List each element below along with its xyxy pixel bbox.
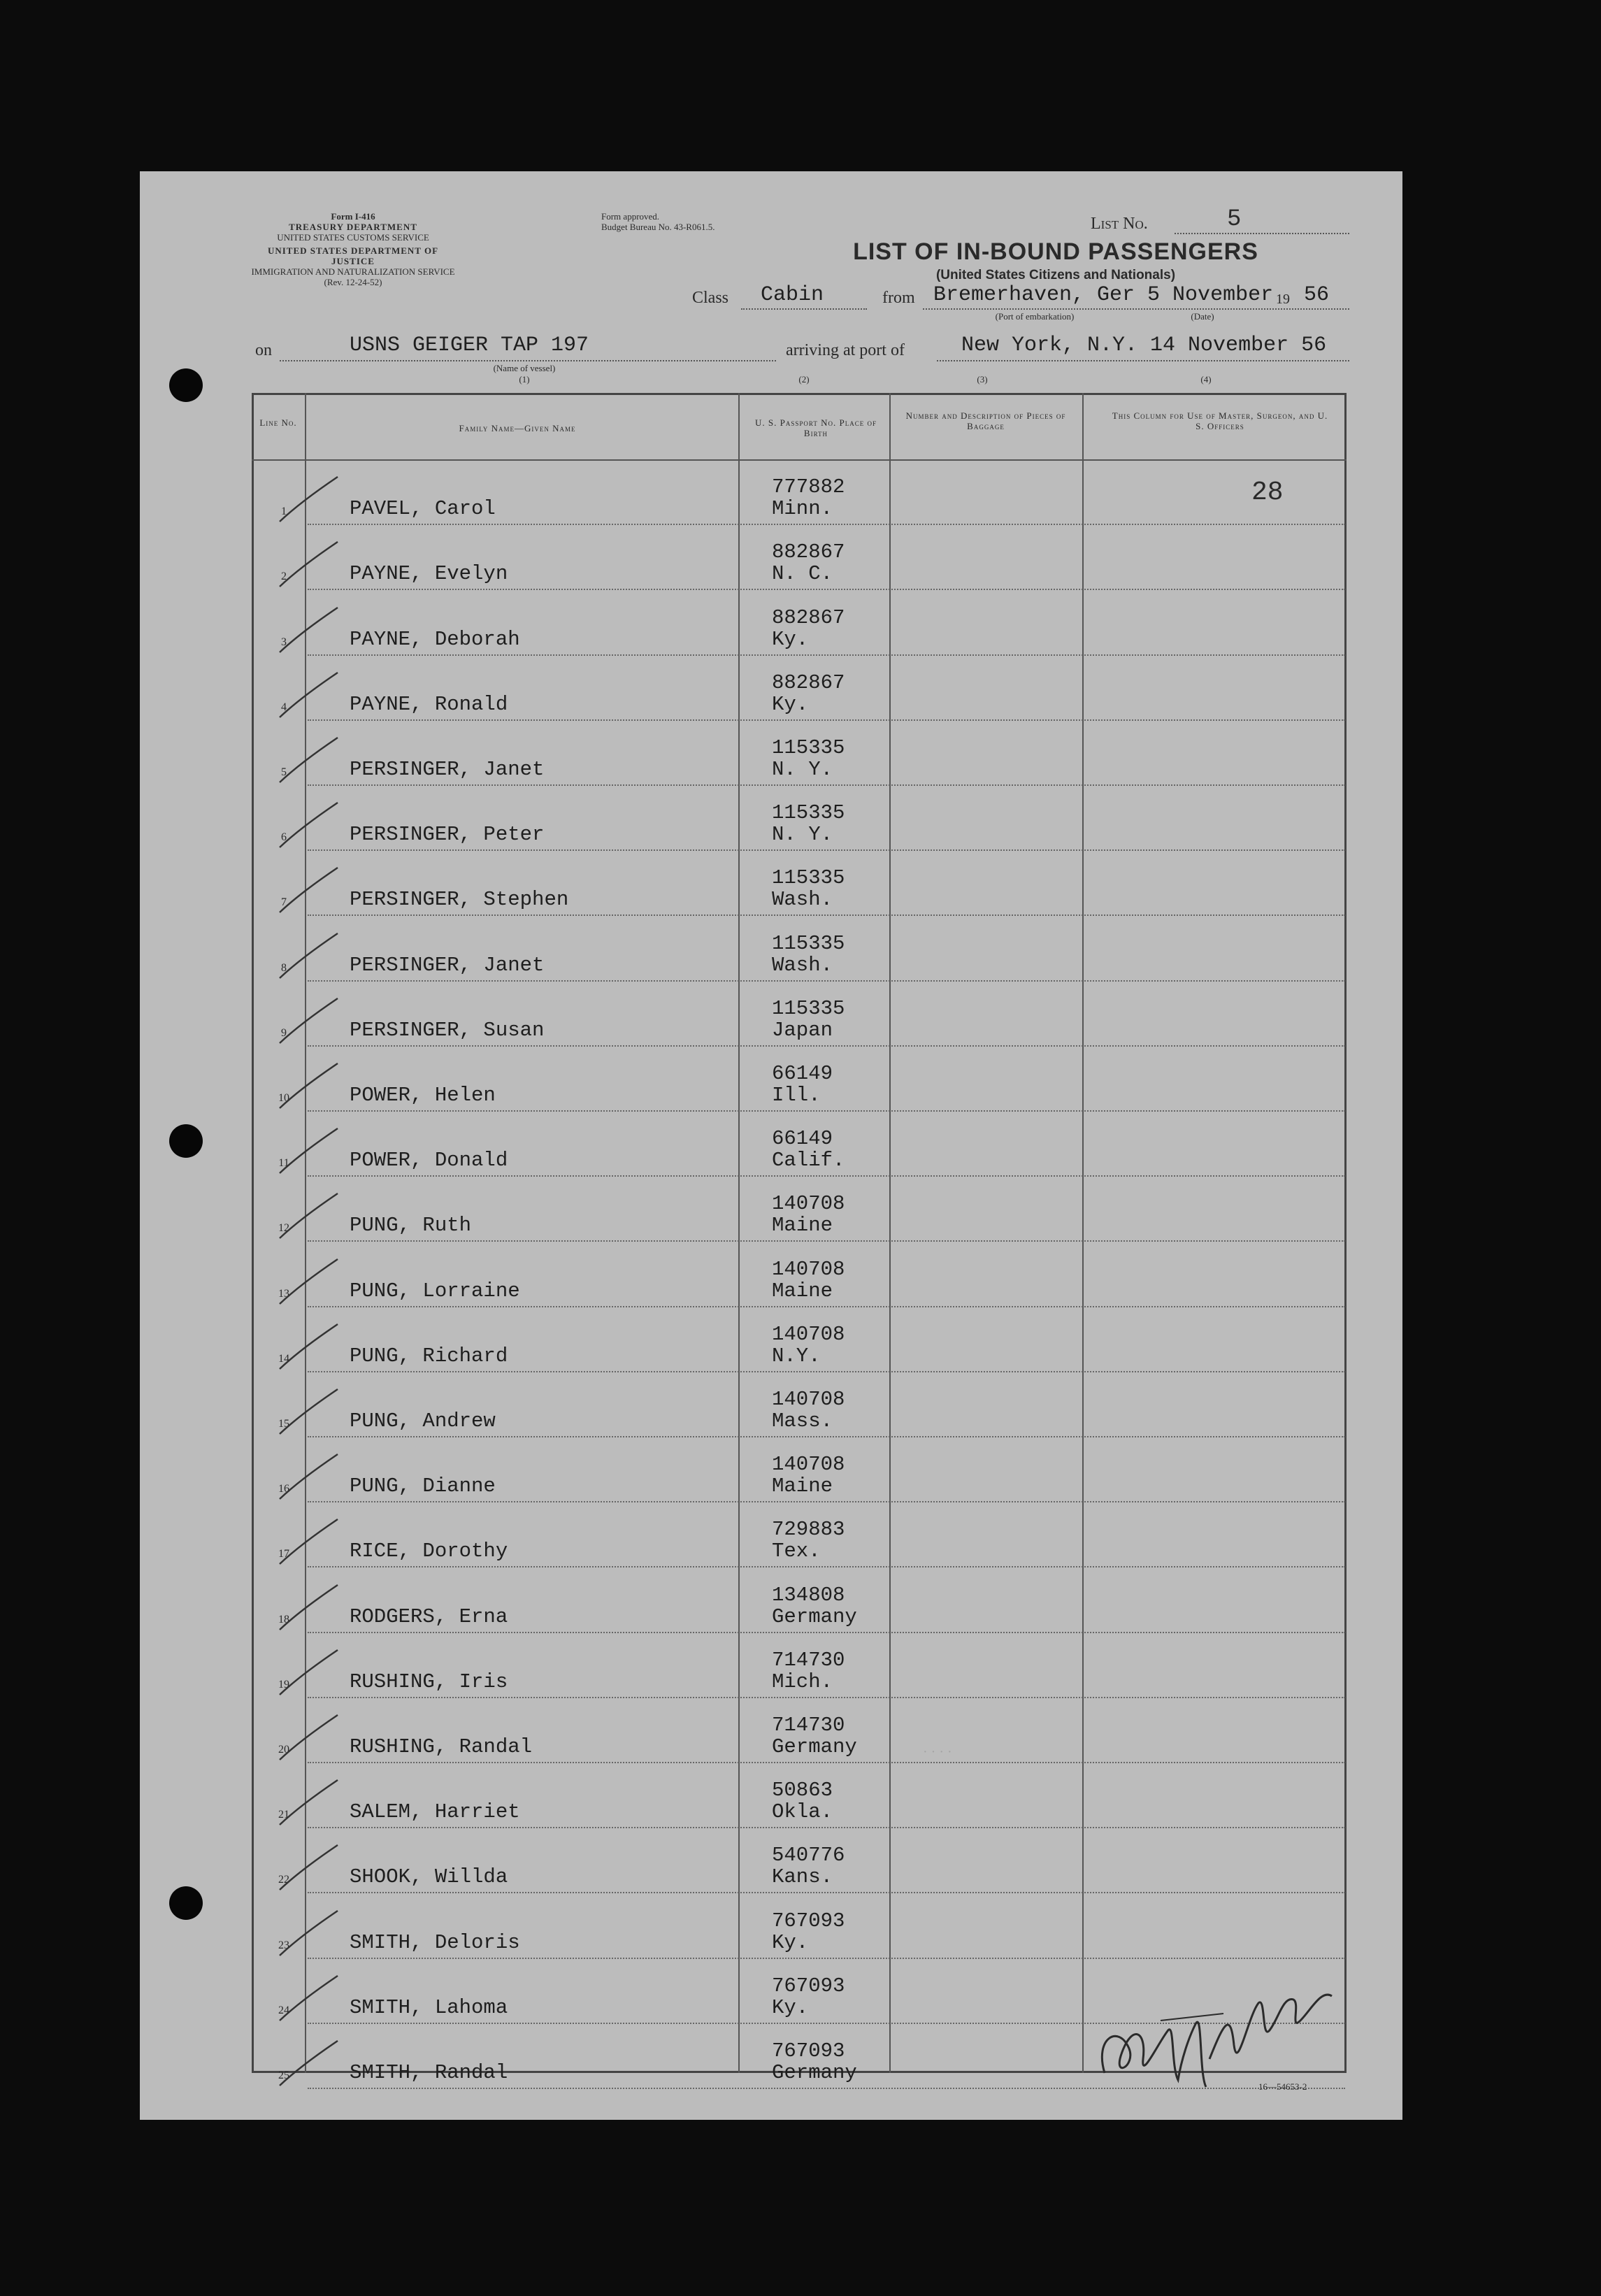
row-rule (308, 1371, 1345, 1372)
passport-number: 882867 (772, 670, 845, 694)
row-line-number: 5 (281, 766, 287, 778)
check-mark-icon (278, 1644, 341, 1700)
passport-number: 140708 (772, 1192, 845, 1216)
passport-number: 66149 (772, 1062, 833, 1085)
on-label: on (255, 341, 272, 359)
passport-number: 540776 (772, 1844, 845, 1867)
birthplace: Germany (772, 2061, 857, 2084)
check-mark-icon (278, 1709, 341, 1765)
col-line-no: Line No. (259, 417, 297, 428)
officers-count: 28 (1251, 478, 1284, 508)
birthplace: Wash. (772, 888, 833, 912)
col-name: Family Name—Given Name (459, 423, 576, 433)
passport-cell (772, 933, 845, 976)
row-line-number: 19 (278, 1678, 289, 1691)
passport-number: 66149 (772, 1127, 833, 1151)
birthplace: Mich. (772, 1670, 833, 1693)
caption-4: (4) (1200, 374, 1212, 385)
birthplace: N. C. (772, 562, 833, 586)
row-line-number: 7 (281, 896, 287, 909)
col-passport: U. S. Passport No. Place of Birth (755, 417, 877, 438)
row-line-number: 8 (281, 961, 287, 974)
check-mark-icon (278, 2035, 341, 2091)
check-mark-icon (278, 1449, 341, 1505)
passenger-name: PAYNE, Evelyn (350, 562, 508, 586)
form-approved: Form approved. (601, 211, 660, 222)
check-mark-icon (278, 1384, 341, 1440)
row-rule (308, 589, 1345, 590)
birthplace: Tex. (772, 1540, 821, 1563)
passport-cell (772, 1063, 833, 1106)
row-line-number: 23 (278, 1939, 289, 1951)
row-rule (308, 1632, 1345, 1633)
col-baggage: Number and Description of Pieces of Baggage (905, 410, 1066, 431)
check-mark-icon (278, 1319, 341, 1375)
row-rule (308, 1175, 1345, 1177)
caption-3: (3) (977, 374, 988, 385)
passport-number: 882867 (772, 605, 845, 629)
punch-hole (169, 368, 203, 402)
passport-cell (772, 1649, 845, 1693)
from-label: from (882, 289, 915, 307)
passenger-name: PERSINGER, Janet (350, 953, 545, 977)
form-number: Form I-416 (331, 211, 375, 222)
row-line-number: 1 (281, 505, 287, 518)
birthplace: Mass. (772, 1409, 833, 1433)
row-line-number: 24 (278, 2004, 289, 2016)
passport-cell (772, 1779, 833, 1823)
class-label: Class (692, 289, 729, 307)
row-line-number: 17 (278, 1548, 289, 1560)
birthplace: Ky. (772, 692, 809, 716)
check-mark-icon (278, 1905, 341, 1961)
col-divider (889, 393, 891, 2073)
passport-cell (772, 1454, 845, 1497)
col-officers: This Column for Use of Master, Surgeon, and U. S. Officers (1112, 410, 1328, 431)
passenger-name: SMITH, Randal (350, 2061, 508, 2084)
row-line-number: 18 (278, 1613, 289, 1626)
passenger-name: RICE, Dorothy (350, 1540, 508, 1563)
passport-number: 767093 (772, 1974, 845, 1997)
list-no-value: 5 (1227, 206, 1242, 233)
check-mark-icon (278, 993, 341, 1049)
check-mark-icon (278, 1579, 341, 1635)
row-rule (308, 784, 1345, 786)
passenger-name: PUNG, Dianne (350, 1475, 496, 1498)
check-mark-icon (278, 1774, 341, 1830)
passenger-name: PAYNE, Ronald (350, 692, 508, 716)
row-line-number: 21 (278, 1809, 289, 1821)
row-line-number: 12 (278, 1222, 289, 1235)
passenger-name: PAVEL, Carol (350, 497, 496, 521)
arrival-line (937, 360, 1349, 361)
birthplace: Maine (772, 1279, 833, 1303)
passport-cell (772, 737, 845, 780)
year-value: 56 (1304, 283, 1330, 307)
passport-cell (772, 802, 845, 845)
passenger-name: RODGERS, Erna (350, 1605, 508, 1628)
check-mark-icon (278, 797, 341, 853)
justice-department: UNITED STATES DEPARTMENT OF JUSTICE (267, 245, 439, 266)
check-mark-icon (278, 471, 341, 527)
check-mark-icon (278, 928, 341, 984)
row-line-number: 15 (278, 1418, 289, 1430)
birthplace: Ill. (772, 1084, 821, 1107)
passport-cell (772, 1258, 845, 1302)
passport-number: 140708 (772, 1322, 845, 1346)
birthplace: Germany (772, 1735, 857, 1758)
check-mark-icon (278, 1839, 341, 1895)
page-title: LIST OF IN-BOUND PASSENGERS (853, 238, 1258, 265)
form-revision: (Rev. 12-24-52) (324, 277, 382, 287)
passenger-name: SHOOK, Willda (350, 1865, 508, 1889)
vessel-name: USNS GEIGER TAP 197 (350, 333, 589, 357)
passenger-name: PAYNE, Deborah (350, 627, 520, 651)
col-divider (1082, 393, 1084, 2073)
birthplace: Maine (772, 1475, 833, 1498)
passport-number: 50863 (772, 1779, 833, 1802)
row-line-number: 16 (278, 1483, 289, 1495)
row-line-number: 11 (278, 1157, 289, 1170)
row-line-number: 25 (278, 2069, 289, 2081)
passport-cell (772, 1128, 845, 1171)
date-caption: (Date) (1191, 311, 1214, 322)
passport-number: 729883 (772, 1518, 845, 1542)
passenger-name: POWER, Helen (350, 1084, 496, 1107)
check-mark-icon (278, 1254, 341, 1310)
passport-cell (772, 1910, 845, 1953)
row-line-number: 3 (281, 636, 287, 648)
passenger-name: RUSHING, Iris (350, 1670, 508, 1693)
form-code: 16—54653-2 (1258, 2081, 1307, 2092)
class-line (741, 308, 867, 310)
passport-cell (772, 1323, 845, 1367)
birthplace: Ky. (772, 627, 809, 651)
passport-number: 115335 (772, 931, 845, 955)
check-mark-icon (278, 1123, 341, 1179)
passenger-name: PERSINGER, Janet (350, 758, 545, 781)
passport-cell (772, 1975, 845, 2018)
passport-cell (772, 1389, 845, 1432)
passport-number: 140708 (772, 1453, 845, 1477)
arriving-label: arriving at port of (786, 341, 905, 359)
bleed-through-text: · · · · (923, 1744, 952, 1760)
passenger-name: PUNG, Lorraine (350, 1279, 520, 1303)
vessel-caption-num: (1) (519, 374, 530, 385)
passenger-name: PERSINGER, Stephen (350, 888, 569, 912)
birthplace: N. Y. (772, 758, 833, 781)
page-subtitle: (United States Citizens and Nationals) (935, 268, 1176, 282)
passport-cell (772, 541, 845, 584)
check-mark-icon (278, 667, 341, 723)
row-rule (308, 1827, 1345, 1828)
row-line-number: 4 (281, 701, 287, 713)
birthplace: Kans. (772, 1865, 833, 1889)
passport-number: 777882 (772, 475, 845, 499)
row-rule (308, 1240, 1345, 1242)
passport-number: 115335 (772, 866, 845, 890)
treasury-department: TREASURY DEPARTMENT (289, 222, 417, 232)
year-prefix: 19 (1276, 292, 1290, 307)
passport-number: 140708 (772, 1388, 845, 1411)
row-rule (308, 1566, 1345, 1567)
row-line-number: 10 (278, 1092, 289, 1104)
row-line-number: 2 (281, 571, 287, 583)
passenger-name: SMITH, Lahoma (350, 1995, 508, 2019)
row-rule (308, 1697, 1345, 1698)
birthplace: Germany (772, 1605, 857, 1628)
passport-number: 115335 (772, 801, 845, 825)
arrival-value: New York, N.Y. 14 November 56 (961, 333, 1327, 357)
birthplace: Ky. (772, 1930, 809, 1954)
passenger-name: SMITH, Deloris (350, 1930, 520, 1954)
col-divider (738, 393, 740, 2073)
passport-number: 767093 (772, 2039, 845, 2062)
row-rule (308, 1958, 1345, 1959)
row-rule (308, 1892, 1345, 1893)
passenger-name: PUNG, Andrew (350, 1409, 496, 1433)
header-divider (252, 459, 1347, 461)
row-rule (308, 1436, 1345, 1437)
birthplace: Wash. (772, 953, 833, 977)
list-no-line (1175, 233, 1349, 234)
passport-number: 115335 (772, 996, 845, 1020)
passenger-name: PUNG, Ruth (350, 1214, 472, 1237)
passport-cell (772, 1714, 857, 1758)
form-approval-block (601, 211, 776, 232)
passport-cell (772, 1844, 845, 1888)
row-line-number: 22 (278, 1874, 289, 1886)
row-line-number: 14 (278, 1352, 289, 1365)
check-mark-icon (278, 732, 341, 788)
passport-cell (772, 1193, 845, 1236)
row-line-number: 20 (278, 1744, 289, 1756)
check-mark-icon (278, 1058, 341, 1114)
row-rule (308, 1762, 1345, 1763)
birthplace: N. Y. (772, 823, 833, 847)
passenger-name: RUSHING, Randal (350, 1735, 533, 1758)
row-rule (308, 1045, 1345, 1047)
birthplace: N.Y. (772, 1344, 821, 1368)
passport-cell (772, 1519, 845, 1562)
passenger-name: PERSINGER, Peter (350, 823, 545, 847)
check-mark-icon (278, 536, 341, 592)
row-rule (308, 1306, 1345, 1307)
port-caption: (Port of embarkation) (995, 311, 1075, 322)
check-mark-icon (278, 602, 341, 658)
passport-number: 115335 (772, 736, 845, 759)
check-mark-icon (278, 1514, 341, 1570)
form-agency-block (248, 211, 458, 287)
vessel-caption: (Name of vessel) (493, 363, 556, 373)
passport-number: 714730 (772, 1714, 845, 1737)
row-rule (308, 1501, 1345, 1502)
manifest-page (140, 171, 1402, 2120)
caption-2: (2) (798, 374, 810, 385)
passenger-name: PUNG, Richard (350, 1344, 508, 1368)
check-mark-icon (278, 1970, 341, 2026)
check-mark-icon (278, 862, 341, 918)
passenger-name: POWER, Donald (350, 1149, 508, 1172)
passport-number: 882867 (772, 540, 845, 564)
passport-cell (772, 2040, 857, 2083)
birthplace: Okla. (772, 1800, 833, 1824)
passenger-name: SALEM, Harriet (350, 1800, 520, 1824)
from-value: Bremerhaven, Ger 5 November (933, 283, 1274, 307)
birthplace: Calif. (772, 1149, 845, 1172)
list-no-label: List No. (1091, 215, 1148, 233)
passport-cell (772, 607, 845, 650)
row-rule (308, 914, 1345, 916)
vessel-line (280, 360, 776, 361)
customs-service: UNITED STATES CUSTOMS SERVICE (277, 232, 429, 243)
row-rule (308, 980, 1345, 982)
class-value: Cabin (761, 283, 824, 307)
budget-bureau: Budget Bureau No. 43-R061.5. (601, 222, 715, 232)
row-line-number: 13 (278, 1287, 289, 1300)
birthplace: Japan (772, 1018, 833, 1042)
passport-number: 134808 (772, 1583, 845, 1607)
row-line-number: 9 (281, 1026, 287, 1039)
row-rule (308, 654, 1345, 656)
from-line (923, 308, 1349, 310)
passport-cell (772, 998, 845, 1041)
birthplace: Maine (772, 1214, 833, 1237)
passport-number: 140708 (772, 1257, 845, 1281)
row-rule (308, 849, 1345, 851)
passport-cell (772, 1584, 857, 1628)
check-mark-icon (278, 1188, 341, 1244)
passport-number: 767093 (772, 1909, 845, 1932)
immigration-service: IMMIGRATION AND NATURALIZATION SERVICE (251, 266, 455, 277)
row-rule (308, 1110, 1345, 1112)
row-line-number: 6 (281, 831, 287, 844)
punch-hole (169, 1886, 203, 1920)
passenger-name: PERSINGER, Susan (350, 1018, 545, 1042)
birthplace: Minn. (772, 497, 833, 521)
punch-hole (169, 1124, 203, 1158)
handwritten-signature (1091, 1982, 1356, 2101)
passport-cell (772, 672, 845, 715)
row-rule (308, 719, 1345, 721)
row-rule (308, 524, 1345, 525)
passport-cell (772, 867, 845, 910)
birthplace: Ky. (772, 1995, 809, 2019)
passport-cell (772, 476, 845, 519)
passport-number: 714730 (772, 1648, 845, 1672)
